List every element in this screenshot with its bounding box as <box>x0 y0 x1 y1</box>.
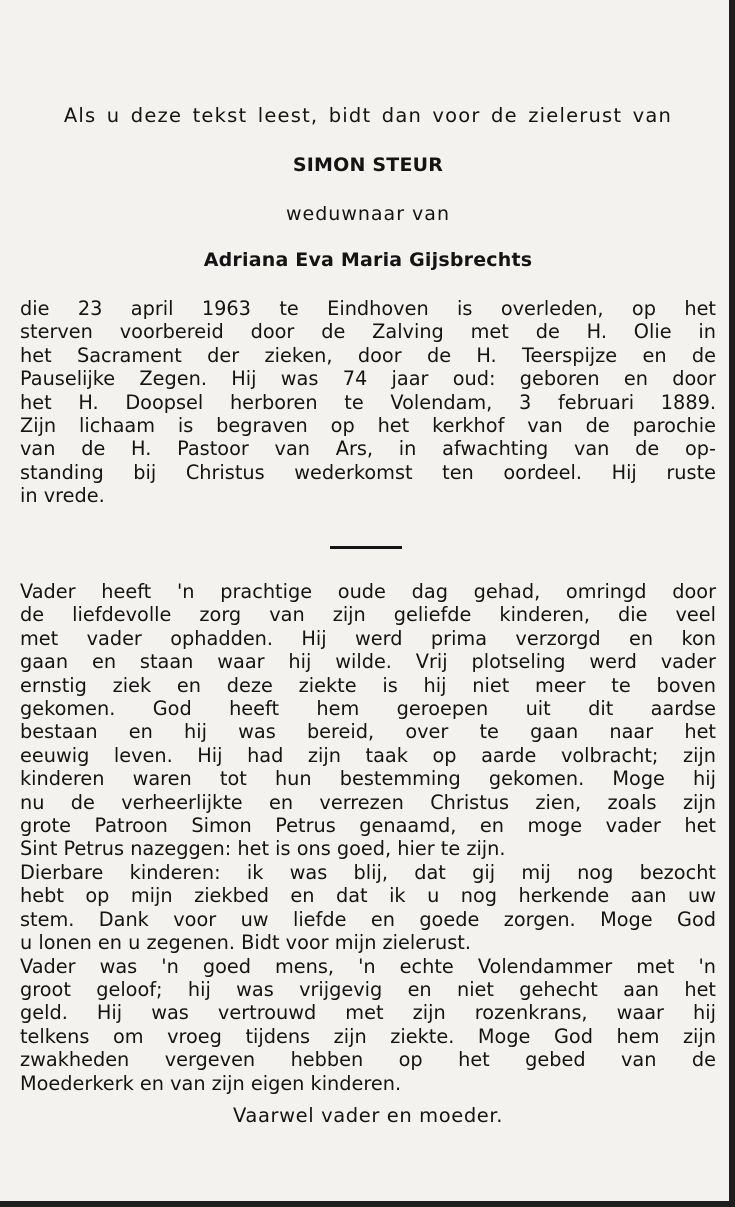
bio-line: bestaan en hij was bereid, over te gaan naar het <box>20 720 716 744</box>
bio-line: Dierbare kinderen: ik was blij, dat gij mij nog bezocht <box>20 860 716 884</box>
farewell-line: Vaarwel vader en moeder. <box>232 1104 504 1127</box>
bio-line: grote Patroon Simon Petrus genaamd, en moge vader het <box>20 814 716 838</box>
death-line: in vrede. <box>20 484 105 508</box>
bio-line: groot geloof; hij was vrijgevig en niet gehecht aan het <box>20 977 716 1001</box>
death-line: van de H. Pastoor van Ars, in afwachting van de op- <box>20 437 716 461</box>
bio-line: hebt op mijn ziekbed en dat ik u nog herkende aan uw <box>20 884 716 908</box>
death-line: het H. Doopsel herboren te Volendam, 3 februari 1889. <box>20 390 716 414</box>
death-line: het Sacrament der zieken, door de H. Teerspijze en de <box>20 343 716 367</box>
death-line: die 23 april 1963 te Eindhoven is overleden, op het <box>20 297 716 320</box>
bio-line: stem. Dank voor uw liefde en goede zorgen. Moge God <box>20 907 716 931</box>
bio-line: de liefdevolle zorg van zijn geliefde kinderen, die veel <box>20 603 716 627</box>
bio-line: kinderen waren tot hun bestemming gekomen. Moge hij <box>20 767 716 791</box>
death-line: sterven voorbereid door de Zalving met de H. Olie in <box>20 320 716 344</box>
bio-line: nu de verheerlijkte en verrezen Christus zien, zoals zijn <box>20 790 716 814</box>
bio-line: zwakheden vergeven hebben op het gebed van de <box>20 1048 716 1072</box>
death-line: Zijn lichaam is begraven op het kerkhof van de parochie <box>20 414 716 438</box>
bio-line: Sint Petrus nazeggen: het is ons goed, hier te zijn. <box>20 837 506 861</box>
deceased-name: SIMON STEUR <box>292 154 444 176</box>
bio-line: Moederkerk en van zijn eigen kinderen. <box>20 1071 402 1095</box>
death-paragraph <box>20 297 716 508</box>
bio-line: geld. Hij was vertrouwd met zijn rozenkrans, waar hij <box>20 1001 716 1025</box>
relation-line: weduwnaar van <box>286 203 450 225</box>
divider-rule <box>330 546 402 549</box>
biography-paragraph <box>20 580 716 1095</box>
bio-line: eeuwig leven. Hij had zijn taak op aarde volbracht; zijn <box>20 743 716 767</box>
spouse-name: Adriana Eva Maria Gijsbrechts <box>203 249 533 271</box>
death-line: standing bij Christus wederkomst ten oordeel. Hij ruste <box>20 460 716 484</box>
bio-line: met vader ophadden. Hij werd prima verzorgd en kon <box>20 626 716 650</box>
bio-line: ernstig ziek en deze ziekte is hij niet meer te boven <box>20 673 716 697</box>
bio-line: u lonen en u zegenen. Bidt voor mijn zielerust. <box>20 931 472 955</box>
bio-line: gaan en staan waar hij wilde. Vrij plotseling werd vader <box>20 650 716 674</box>
bio-line: telkens om vroeg tijdens zijn ziekte. Moge God hem zijn <box>20 1024 716 1048</box>
bio-line: Vader heeft 'n prachtige oude dag gehad, omringd door <box>20 580 716 603</box>
death-line: Pauselijke Zegen. Hij was 74 jaar oud: geboren en door <box>20 367 716 391</box>
bio-line: Vader was 'n goed mens, 'n echte Volendammer met 'n <box>20 954 716 978</box>
bio-line: gekomen. God heeft hem geroepen uit dit aardse <box>20 697 716 721</box>
intro-line: Als u deze tekst leest, bidt dan voor de zielerust van <box>63 104 673 127</box>
